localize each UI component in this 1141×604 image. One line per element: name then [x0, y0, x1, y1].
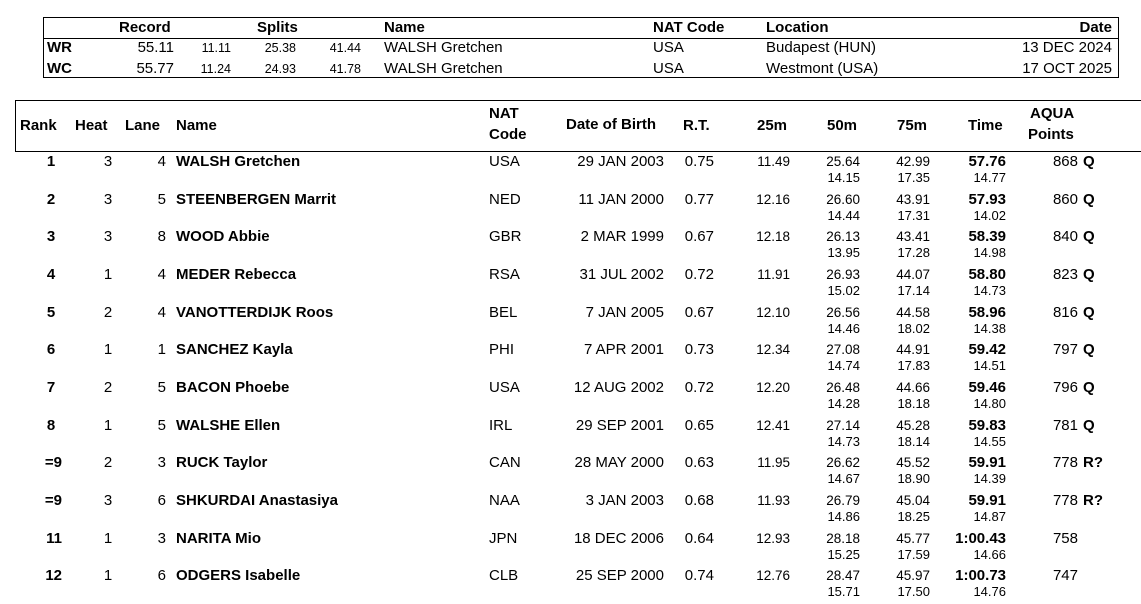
lap-split-75m: 17.14	[897, 282, 930, 298]
result-nat-code: CAN	[489, 454, 521, 472]
result-reaction-time: 0.65	[684, 416, 714, 434]
split-75m: 44.66	[896, 379, 930, 395]
split-50m: 26.56	[826, 304, 860, 320]
result-heat: 1	[103, 265, 113, 283]
split-50m: 25.64	[826, 154, 860, 169]
result-lane: 5	[157, 190, 166, 208]
result-time: 59.91	[968, 454, 1006, 472]
result-nat-code: BEL	[489, 303, 518, 321]
lap-split-final: 14.55	[973, 433, 1006, 449]
record-code: WC	[47, 60, 72, 77]
swimmer-name: SHKURDAI Anastasiya	[176, 491, 338, 509]
result-reaction-time: 0.68	[684, 491, 714, 509]
location-header: Location	[766, 19, 829, 36]
result-rank: 11	[46, 529, 62, 547]
result-lane: 5	[157, 378, 166, 396]
record-split: 41.78	[329, 62, 361, 76]
lap-split-final: 14.73	[973, 282, 1006, 298]
split-75m: 45.28	[896, 417, 930, 433]
swimmer-name: ODGERS Isabelle	[176, 567, 301, 585]
result-time: 59.46	[968, 378, 1006, 396]
split-25m: 12.16	[756, 191, 790, 207]
split-50m: 26.60	[826, 191, 860, 207]
record-date: 13 DEC 2024	[1021, 39, 1112, 56]
record-nat: USA	[653, 60, 684, 77]
split-50m: 27.08	[826, 342, 860, 358]
result-rank: 6	[46, 341, 56, 359]
result-nat-code: CLB	[489, 567, 519, 585]
result-time: 59.83	[968, 416, 1006, 434]
result-lane: 6	[157, 491, 166, 509]
result-heat: 2	[103, 303, 113, 321]
record-split: 24.93	[264, 62, 296, 76]
aqua-points: 823	[1052, 265, 1078, 283]
split-50m: 26.93	[826, 266, 860, 282]
split-50m: 26.62	[826, 455, 860, 471]
lap-split-final: 14.38	[973, 320, 1006, 336]
result-heat: 1	[103, 529, 113, 547]
result-row	[0, 265, 1141, 303]
split-25m: 12.34	[756, 342, 790, 358]
result-heat: 1	[103, 567, 113, 585]
lap-split-50m: 14.44	[827, 207, 860, 223]
swimmer-name: WALSHE Ellen	[176, 416, 281, 434]
result-date-of-birth: 3 JAN 2003	[585, 491, 664, 509]
heat-header: Heat	[75, 117, 108, 134]
lap-split-50m: 14.15	[827, 170, 860, 185]
result-rank: 12	[45, 567, 62, 585]
split25-header: 25m	[757, 117, 788, 134]
lap-split-75m: 17.35	[897, 170, 930, 185]
result-reaction-time: 0.77	[684, 190, 714, 208]
result-row	[0, 416, 1141, 454]
swimmer-name: BACON Phoebe	[176, 378, 290, 396]
result-row	[0, 529, 1141, 567]
swimmer-name: NARITA Mio	[176, 529, 261, 547]
swimmer-name: STEENBERGEN Marrit	[176, 190, 337, 208]
result-lane: 3	[157, 454, 166, 472]
record-table-header	[44, 18, 1118, 39]
lap-split-75m: 18.90	[897, 471, 930, 487]
result-row	[0, 340, 1141, 378]
result-heat: 3	[103, 228, 113, 246]
result-reaction-time: 0.75	[684, 153, 714, 170]
split-25m: 12.20	[756, 379, 790, 395]
result-reaction-time: 0.67	[684, 303, 714, 321]
split-50m: 26.13	[826, 229, 860, 245]
record-split: 11.11	[201, 41, 231, 55]
swimmer-name: RUCK Taylor	[176, 454, 268, 472]
result-time: 58.80	[968, 265, 1006, 283]
record-header: Record	[119, 19, 171, 36]
split-75m: 45.04	[896, 492, 930, 508]
result-reaction-time: 0.72	[684, 265, 714, 283]
split-25m: 12.10	[756, 304, 790, 320]
split-75m: 43.91	[896, 191, 930, 207]
result-nat-code: PHI	[489, 341, 515, 359]
qualification-mark: Q	[1083, 265, 1095, 283]
result-heat: 2	[103, 378, 113, 396]
result-lane: 8	[157, 228, 166, 246]
result-date-of-birth: 12 AUG 2002	[573, 378, 664, 396]
aqua-points: 796	[1052, 378, 1078, 396]
result-nat-code: JPN	[489, 529, 518, 547]
record-holder-name: WALSH Gretchen	[384, 60, 503, 77]
lap-split-75m: 17.83	[897, 358, 930, 374]
result-date-of-birth: 28 MAY 2000	[574, 454, 664, 472]
aqua-points: 758	[1052, 529, 1078, 547]
lap-split-50m: 14.73	[827, 433, 860, 449]
result-rank: 3	[46, 228, 56, 246]
lap-split-final: 14.80	[973, 395, 1006, 411]
result-rank: =9	[44, 454, 62, 472]
split-25m: 12.41	[756, 417, 790, 433]
record-location: Budapest (HUN)	[766, 39, 877, 56]
split-25m: 11.95	[757, 455, 790, 471]
split-50m: 26.48	[826, 379, 860, 395]
swimmer-name: WOOD Abbie	[176, 228, 270, 246]
record-code: WR	[47, 39, 72, 56]
result-time: 1:00.43	[955, 529, 1006, 547]
result-time: 59.91	[968, 491, 1006, 509]
result-row	[0, 303, 1141, 341]
lap-split-50m: 14.86	[827, 508, 860, 524]
split-75m: 42.99	[896, 154, 930, 169]
nat-code-header: NAT Code	[653, 19, 725, 36]
splits-header: Splits	[257, 19, 298, 36]
lap-split-75m: 17.50	[897, 584, 930, 600]
lap-split-75m: 17.59	[897, 546, 930, 562]
result-nat-code: USA	[489, 153, 520, 170]
record-split: 41.44	[329, 41, 361, 55]
result-rank: =9	[44, 491, 62, 509]
qualification-mark: Q	[1083, 303, 1095, 321]
record-table	[43, 17, 1119, 78]
split-50m: 26.79	[826, 492, 860, 508]
aqua-points: 747	[1052, 567, 1078, 585]
record-holder-name: WALSH Gretchen	[384, 39, 503, 56]
lap-split-50m: 15.71	[827, 584, 860, 600]
qualification-mark: Q	[1083, 228, 1095, 246]
qualification-mark: Q	[1083, 378, 1095, 396]
swimmer-name: WALSH Gretchen	[176, 153, 301, 170]
split-25m: 11.91	[757, 266, 790, 282]
result-row	[0, 190, 1141, 228]
result-lane: 4	[157, 153, 166, 170]
result-date-of-birth: 2 MAR 1999	[580, 228, 664, 246]
rt-header: R.T.	[683, 117, 710, 134]
result-row	[0, 227, 1141, 265]
result-date-of-birth: 25 SEP 2000	[575, 567, 664, 585]
result-lane: 6	[157, 567, 166, 585]
lap-split-75m: 18.25	[897, 508, 930, 524]
result-reaction-time: 0.67	[684, 228, 714, 246]
result-rank: 1	[46, 153, 56, 170]
result-row	[0, 378, 1141, 416]
result-lane: 1	[157, 341, 166, 359]
result-heat: 1	[103, 341, 113, 359]
aqua-points: 797	[1052, 341, 1078, 359]
result-nat-code: NED	[489, 190, 521, 208]
split-75m: 45.77	[896, 530, 930, 546]
split-75m: 44.58	[896, 304, 930, 320]
result-rank: 2	[46, 190, 56, 208]
lap-split-75m: 18.02	[897, 320, 930, 336]
lap-split-final: 14.77	[973, 170, 1006, 185]
lap-split-50m: 14.28	[827, 395, 860, 411]
aqua-points: 778	[1052, 454, 1078, 472]
result-rank: 4	[46, 265, 56, 283]
result-date-of-birth: 29 SEP 2001	[575, 416, 664, 434]
result-lane: 5	[157, 416, 166, 434]
qualification-mark: R?	[1083, 491, 1103, 509]
split-25m: 12.76	[756, 568, 790, 584]
result-rank: 8	[46, 416, 56, 434]
result-time: 58.39	[968, 228, 1006, 246]
qualification-mark: Q	[1083, 416, 1095, 434]
result-heat: 1	[103, 416, 113, 434]
result-rank: 7	[46, 378, 56, 396]
result-rank: 5	[46, 303, 56, 321]
result-date-of-birth: 7 APR 2001	[583, 341, 664, 359]
time-header: Time	[968, 117, 1003, 134]
split-75m: 43.41	[896, 229, 930, 245]
result-reaction-time: 0.64	[684, 529, 714, 547]
result-time: 57.76	[968, 153, 1006, 170]
dob-header: Date of Birth	[566, 116, 656, 133]
split75-header: 75m	[897, 117, 928, 134]
lap-split-50m: 15.25	[827, 546, 860, 562]
date-header: Date	[1079, 19, 1112, 36]
split-25m: 11.49	[757, 154, 790, 169]
qualification-mark: R?	[1083, 454, 1103, 472]
result-lane: 4	[157, 265, 166, 283]
result-row	[0, 491, 1141, 529]
split-75m: 44.91	[896, 342, 930, 358]
result-date-of-birth: 18 DEC 2006	[573, 529, 664, 547]
result-lane: 4	[157, 303, 166, 321]
lap-split-final: 14.76	[973, 584, 1006, 600]
result-reaction-time: 0.73	[684, 341, 714, 359]
record-time: 55.77	[136, 60, 174, 77]
split-50m: 28.47	[826, 568, 860, 584]
result-time: 59.42	[968, 341, 1006, 359]
result-heat: 3	[103, 153, 113, 170]
result-nat-code: GBR	[489, 228, 522, 246]
aqua-points: 868	[1052, 153, 1078, 170]
result-date-of-birth: 31 JUL 2002	[579, 265, 664, 283]
split-50m: 28.18	[826, 530, 860, 546]
result-nat-code: USA	[489, 378, 520, 396]
result-row	[0, 566, 1141, 604]
qualification-mark: Q	[1083, 341, 1095, 359]
result-row	[0, 453, 1141, 491]
lap-split-final: 14.66	[973, 546, 1006, 562]
result-nat-code: IRL	[489, 416, 513, 434]
split-25m: 12.18	[756, 229, 790, 245]
result-heat: 3	[103, 190, 113, 208]
aqua-points: 778	[1052, 491, 1078, 509]
qualification-mark: Q	[1083, 153, 1095, 170]
nat-header-line1: NAT	[489, 105, 519, 122]
result-date-of-birth: 7 JAN 2005	[585, 303, 664, 321]
result-time: 58.96	[968, 303, 1006, 321]
record-split: 25.38	[264, 41, 296, 55]
lap-split-50m: 14.46	[827, 320, 860, 336]
rank-header: Rank	[20, 117, 57, 134]
record-row-wc	[44, 59, 1118, 79]
result-reaction-time: 0.63	[684, 454, 714, 472]
lap-split-75m: 18.14	[897, 433, 930, 449]
record-split: 11.24	[200, 62, 231, 76]
result-time: 57.93	[968, 190, 1006, 208]
lap-split-75m: 18.18	[897, 395, 930, 411]
qualification-mark: Q	[1083, 190, 1095, 208]
result-nat-code: RSA	[489, 265, 520, 283]
lap-split-final: 14.39	[973, 471, 1006, 487]
lap-split-75m: 17.28	[897, 245, 930, 261]
lap-split-final: 14.51	[973, 358, 1006, 374]
lap-split-50m: 13.95	[827, 245, 860, 261]
nat-header-line2: Code	[489, 126, 527, 143]
record-date: 17 OCT 2025	[1022, 60, 1112, 77]
record-row-wr	[44, 38, 1118, 58]
aqua-points: 860	[1052, 190, 1078, 208]
result-row	[0, 152, 1141, 190]
lap-split-50m: 14.74	[827, 358, 860, 374]
record-nat: USA	[653, 39, 684, 56]
lap-split-50m: 15.02	[827, 282, 860, 298]
split50-header: 50m	[827, 117, 858, 134]
result-nat-code: NAA	[489, 491, 520, 509]
points-header-line2: Points	[1028, 126, 1074, 143]
split-75m: 45.97	[896, 568, 930, 584]
lap-split-final: 14.87	[973, 508, 1006, 524]
result-date-of-birth: 29 JAN 2003	[577, 153, 664, 170]
lane-header: Lane	[125, 117, 161, 134]
split-25m: 12.93	[756, 530, 790, 546]
split-75m: 45.52	[896, 455, 930, 471]
split-75m: 44.07	[896, 266, 930, 282]
result-heat: 3	[103, 491, 113, 509]
lap-split-50m: 14.67	[827, 471, 860, 487]
result-lane: 3	[157, 529, 166, 547]
name-header: Name	[176, 117, 217, 134]
aqua-points: 816	[1052, 303, 1078, 321]
lap-split-75m: 17.31	[897, 207, 930, 223]
name-header: Name	[384, 19, 425, 36]
record-time: 55.11	[137, 39, 174, 56]
lap-split-final: 14.02	[973, 207, 1006, 223]
aqua-points: 840	[1052, 228, 1078, 246]
result-heat: 2	[103, 454, 113, 472]
result-time: 1:00.73	[955, 567, 1006, 585]
result-date-of-birth: 11 JAN 2000	[578, 190, 664, 208]
result-reaction-time: 0.72	[684, 378, 714, 396]
swimmer-name: MEDER Rebecca	[176, 265, 297, 283]
result-reaction-time: 0.74	[684, 567, 714, 585]
aqua-points: 781	[1052, 416, 1078, 434]
swimmer-name: VANOTTERDIJK Roos	[176, 303, 334, 321]
lap-split-final: 14.98	[973, 245, 1006, 261]
record-location: Westmont (USA)	[766, 60, 879, 77]
points-header-line1: AQUA	[1030, 105, 1075, 122]
split-50m: 27.14	[826, 417, 860, 433]
swimmer-name: SANCHEZ Kayla	[176, 341, 293, 359]
split-25m: 11.93	[757, 492, 790, 508]
